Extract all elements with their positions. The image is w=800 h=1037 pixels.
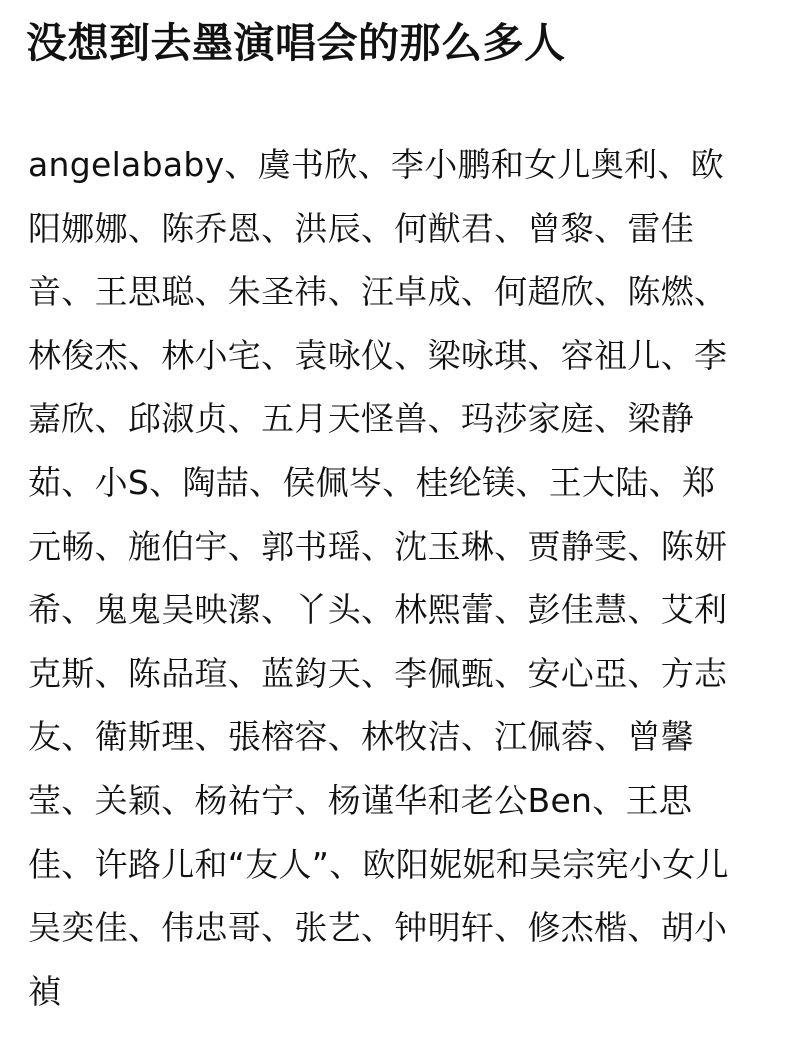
body-line: 佳、许路儿和“友人”、欧阳妮妮和吴宗宪小女儿 — [28, 844, 729, 884]
body-line: 友、衛斯理、張榕容、林牧洁、江佩蓉、曾馨 — [28, 717, 694, 757]
post-body — [28, 133, 788, 1023]
body-line: 禎 — [28, 971, 62, 1011]
body-line: 莹、关颖、杨祐宁、杨谨华和老公Ben、王思 — [28, 780, 693, 820]
body-line: 嘉欣、邱淑贞、五月天怪兽、玛莎家庭、梁静 — [28, 399, 694, 439]
body-line: 吴奕佳、伟忠哥、张艺、钟明轩、修杰楷、胡小 — [28, 908, 728, 948]
body-line: 阳娜娜、陈乔恩、洪辰、何猷君、曾黎、雷佳 — [28, 208, 694, 248]
post-title: 没想到去墨演唱会的那么多人 — [26, 19, 566, 67]
body-line: 音、王思聪、朱圣祎、汪卓成、何超欣、陈燃、 — [28, 272, 728, 312]
body-line: 林俊杰、林小宅、袁咏仪、梁咏琪、容祖儿、李 — [28, 335, 728, 375]
body-line: 茹、小S、陶喆、侯佩岑、桂纶镁、王大陆、郑 — [28, 462, 716, 502]
body-line: angelababy、虞书欣、李小鹏和女儿奥利、欧 — [28, 145, 724, 184]
body-line: 克斯、陈品瑄、蓝鈞天、李佩甄、安心亞、方志 — [28, 653, 728, 693]
body-line: 元畅、施伯宇、郭书瑶、沈玉琳、贾静雯、陈妍 — [28, 526, 728, 566]
body-line: 希、鬼鬼吴映潔、丫头、林熙蕾、彭佳慧、艾利 — [28, 590, 728, 630]
